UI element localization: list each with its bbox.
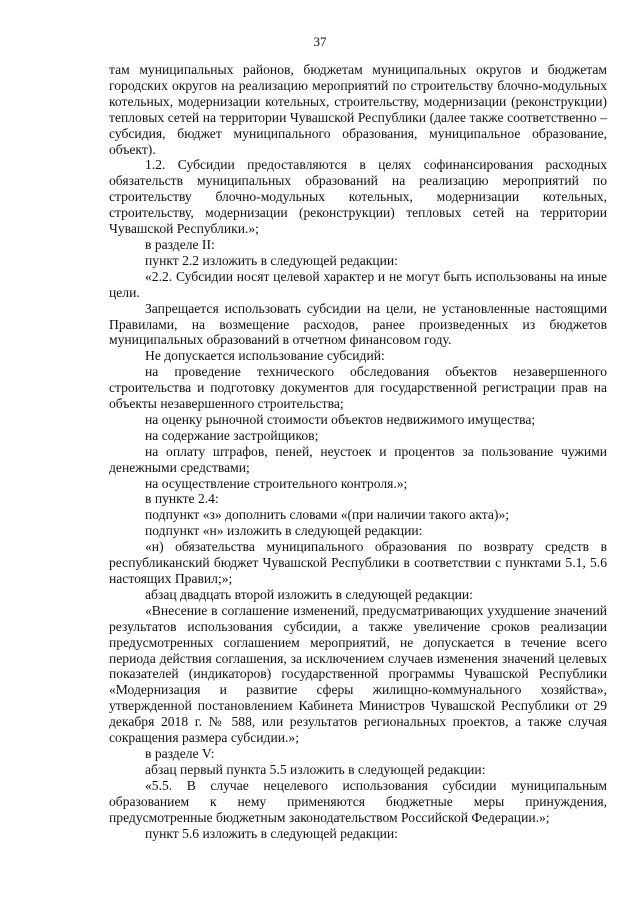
paragraph: на оплату штрафов, пеней, неустоек и процентов за пользование чужими денежными средствами; [109,443,607,475]
paragraph: «н) обязательства муниципального образования по возврату средств в республиканский бюджет Чувашской Республики в соответствии с пунктами 5.1, 5.6 настоящих Правил;»; [109,539,607,586]
paragraph: подпункт «н» изложить в следующей редакции: [145,523,423,539]
paragraph: на оценку рыночной стоимости объектов недвижимого имущества; [145,411,536,427]
paragraph: 1.2. Субсидии предоставляются в целях софинансирования расходных обязательств муниципальных образований на реализацию мероприятий по строительству блочно-модульных котельных, модернизации котельных, строительству, модернизации (реконструкции) тепловых сетей на территории Чувашской Республики.»; [109,157,607,237]
paragraph: «2.2. Субсидии носят целевой характер и не могут быть использованы на иные цели. [109,268,607,300]
paragraph: абзац двадцать второй изложить в следующей редакции: [145,586,473,602]
paragraph: Запрещается использовать субсидии на цели, не установленные настоящими Правилами, на возмещение расходов, ранее произведенных из бюджетов муниципальных образований в отчетном финансовом году. [109,300,607,348]
paragraph: там муниципальных районов, бюджетам муниципальных округов и бюджетам городских округов на реализацию мероприятий по строительству блочно-модульных котельных, модернизации котельных, строительству, модернизации (реконструкции) тепловых сетей на территории Чувашской Республики (далее также соответственно – субсидия, бюджет муниципального образования, муниципальное образование, объект). [109,62,607,157]
paragraph: на осуществление строительного контроля.»; [145,475,408,491]
paragraph: Не допускается использование субсидий: [145,348,385,364]
paragraph: абзац первый пункта 5.5 изложить в следующей редакции: [145,761,486,777]
page-number: 37 [313,34,327,49]
paragraph: подпункт «з» дополнить словами «(при наличии такого акта)»; [145,507,510,523]
paragraph: на проведение технического обследования объектов незавершенного строительства и подготовку документов для государственной регистрации прав на объекты незавершенного строительства; [109,364,607,412]
paragraph: «5.5. В случае нецелевого использования субсидии муниципальным образованием к нему применяются бюджетные меры принуждения, предусмотренные бюджетным законодательством Российской Федерации.»; [109,777,607,825]
paragraph: «Внесение в соглашение изменений, предусматривающих ухудшение значений результатов использования субсидии, а также увеличение сроков реализации предусмотренных соглашением мероприятий, не допускается в течение всего периода действия соглашения, за исключением случаев изменения значений целевых показателей (индикаторов) государственной программы Чувашской Республики «Модернизация и развитие сферы жилищно-коммунального хозяйства», утвержденной постановлением Кабинета Министров Чувашской Республики от 29 декабря 2018 г. № 588, или результатов региональных проектов, а также случая сокращения размера субсидии.»; [109,602,607,746]
document-body [109,62,607,841]
paragraph: на содержание застройщиков; [145,427,319,443]
paragraph: в разделе II: [145,236,215,252]
paragraph: пункт 2.2 изложить в следующей редакции: [145,252,398,268]
paragraph: в пункте 2.4: [145,491,219,507]
paragraph: в разделе V: [145,745,215,761]
paragraph: пункт 5.6 изложить в следующей редакции: [145,825,398,841]
